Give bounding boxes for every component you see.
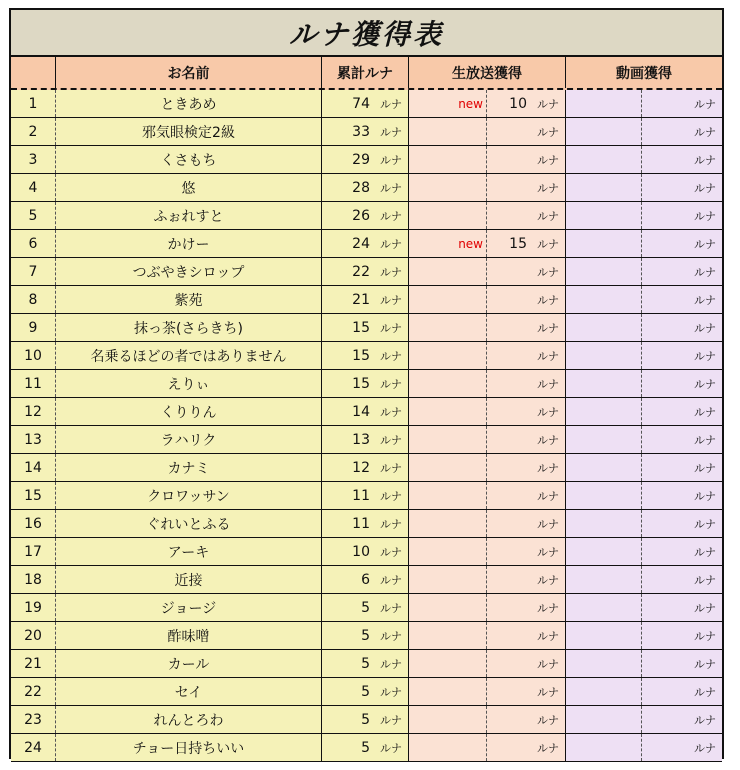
row-name: 邪気眼検定2級 [56, 118, 322, 145]
row-number: 9 [11, 314, 56, 341]
table-row [11, 566, 722, 594]
row-video-unit: ルナ [694, 97, 716, 111]
row-total-value: 5 [361, 599, 370, 616]
row-total-value: 5 [361, 683, 370, 700]
row-video-blank [566, 230, 642, 257]
row-number: 4 [11, 174, 56, 201]
row-total-value: 22 [352, 263, 370, 280]
row-video-blank [566, 706, 642, 733]
row-total [322, 678, 409, 705]
row-video-unit: ルナ [694, 629, 716, 643]
row-video-unit: ルナ [694, 601, 716, 615]
table-row [11, 342, 722, 370]
row-live-unit: ルナ [537, 461, 559, 475]
row-total-value: 6 [361, 571, 370, 588]
row-name: 酢味噌 [56, 622, 322, 649]
row-video-blank [566, 258, 642, 285]
row-total-unit: ルナ [380, 125, 402, 139]
row-total-value: 15 [352, 319, 370, 336]
row-video [642, 174, 722, 201]
table-row [11, 230, 722, 258]
row-live [487, 146, 566, 173]
row-video-blank [566, 482, 642, 509]
table-row [11, 454, 722, 482]
row-total-unit: ルナ [380, 377, 402, 391]
row-video-unit: ルナ [694, 181, 716, 195]
row-total-value: 33 [352, 123, 370, 140]
row-live [487, 90, 566, 117]
row-live-new-tag [409, 174, 487, 201]
row-video-unit: ルナ [694, 741, 716, 755]
row-video-unit: ルナ [694, 657, 716, 671]
row-live-unit: ルナ [537, 405, 559, 419]
row-total-value: 24 [352, 235, 370, 252]
header-video: 動画獲得 [616, 65, 672, 82]
table-row [11, 90, 722, 118]
row-live-new-tag [409, 482, 487, 509]
table-row [11, 398, 722, 426]
row-total-value: 21 [352, 291, 370, 308]
row-total-unit: ルナ [380, 545, 402, 559]
row-live-unit: ルナ [537, 713, 559, 727]
row-video-blank [566, 538, 642, 565]
row-name: 悠 [56, 174, 322, 201]
row-total-unit: ルナ [380, 629, 402, 643]
row-live-value: 15 [509, 235, 527, 252]
row-video [642, 594, 722, 621]
row-live-unit: ルナ [537, 433, 559, 447]
row-total-value: 29 [352, 151, 370, 168]
row-live-unit: ルナ [537, 545, 559, 559]
row-live [487, 286, 566, 313]
row-video-blank [566, 622, 642, 649]
row-video [642, 146, 722, 173]
row-live-new-tag [409, 594, 487, 621]
row-total-value: 13 [352, 431, 370, 448]
row-live-new-tag [409, 734, 487, 761]
row-video [642, 566, 722, 593]
row-total [322, 426, 409, 453]
row-live-unit: ルナ [537, 377, 559, 391]
row-video-blank [566, 146, 642, 173]
table-row [11, 286, 722, 314]
row-total-unit: ルナ [380, 601, 402, 615]
row-video-unit: ルナ [694, 545, 716, 559]
row-total-unit: ルナ [380, 97, 402, 111]
row-name: カナミ [56, 454, 322, 481]
row-live-unit: ルナ [537, 265, 559, 279]
row-total-value: 26 [352, 207, 370, 224]
row-live [487, 734, 566, 761]
row-name: セイ [56, 678, 322, 705]
row-total-value: 15 [352, 347, 370, 364]
row-total-unit: ルナ [380, 181, 402, 195]
row-live-unit: ルナ [537, 349, 559, 363]
row-live [487, 174, 566, 201]
row-video-blank [566, 594, 642, 621]
row-live-unit: ルナ [537, 741, 559, 755]
row-number: 2 [11, 118, 56, 145]
row-video-unit: ルナ [694, 237, 716, 251]
row-total-value: 5 [361, 627, 370, 644]
row-live-new-tag [409, 398, 487, 425]
row-total-unit: ルナ [380, 153, 402, 167]
row-number: 3 [11, 146, 56, 173]
row-number: 8 [11, 286, 56, 313]
row-name: アーキ [56, 538, 322, 565]
row-video [642, 734, 722, 761]
row-live-new-tag: new [409, 230, 487, 257]
row-video-blank [566, 510, 642, 537]
row-video-blank [566, 174, 642, 201]
row-total-unit: ルナ [380, 321, 402, 335]
row-total-unit: ルナ [380, 685, 402, 699]
row-live [487, 230, 566, 257]
row-live-new-tag [409, 566, 487, 593]
row-live-unit: ルナ [537, 489, 559, 503]
row-video-unit: ルナ [694, 517, 716, 531]
row-video [642, 370, 722, 397]
row-video-unit: ルナ [694, 573, 716, 587]
table-row [11, 482, 722, 510]
row-live [487, 566, 566, 593]
row-total [322, 622, 409, 649]
row-video [642, 678, 722, 705]
table-row [11, 202, 722, 230]
table-row [11, 174, 722, 202]
row-total [322, 174, 409, 201]
row-name: ラハリク [56, 426, 322, 453]
row-video [642, 538, 722, 565]
row-live-new-tag [409, 314, 487, 341]
row-video [642, 342, 722, 369]
row-total-value: 14 [352, 403, 370, 420]
row-total [322, 342, 409, 369]
row-total-unit: ルナ [380, 741, 402, 755]
row-live-new-tag [409, 118, 487, 145]
row-video-unit: ルナ [694, 125, 716, 139]
header-live: 生放送獲得 [409, 57, 566, 88]
row-total [322, 90, 409, 117]
row-name: つぶやきシロップ [56, 258, 322, 285]
row-video-blank [566, 342, 642, 369]
row-number: 24 [11, 734, 56, 761]
row-total-unit: ルナ [380, 461, 402, 475]
row-number: 17 [11, 538, 56, 565]
header-total: 累計ルナ [322, 57, 409, 88]
row-name: 近接 [56, 566, 322, 593]
row-total-value: 11 [352, 487, 370, 504]
row-total [322, 566, 409, 593]
row-video-unit: ルナ [694, 489, 716, 503]
table-body [11, 90, 722, 762]
row-name: かけー [56, 230, 322, 257]
row-number: 16 [11, 510, 56, 537]
row-live [487, 426, 566, 453]
row-total [322, 650, 409, 677]
row-live-new-tag [409, 258, 487, 285]
row-total [322, 370, 409, 397]
row-live [487, 594, 566, 621]
row-number: 10 [11, 342, 56, 369]
row-number: 7 [11, 258, 56, 285]
row-total-unit: ルナ [380, 293, 402, 307]
row-video-unit: ルナ [694, 153, 716, 167]
row-number: 5 [11, 202, 56, 229]
row-live [487, 510, 566, 537]
row-name: チョー日持ちいい [56, 734, 322, 761]
row-video-unit: ルナ [694, 377, 716, 391]
row-video [642, 482, 722, 509]
row-total-value: 12 [352, 459, 370, 476]
row-name: 紫苑 [56, 286, 322, 313]
row-live-unit: ルナ [537, 573, 559, 587]
row-total-value: 74 [352, 95, 370, 112]
row-video [642, 90, 722, 117]
row-name: 名乗るほどの者ではありません [56, 342, 322, 369]
row-number: 1 [11, 90, 56, 117]
row-video-unit: ルナ [694, 685, 716, 699]
row-live [487, 706, 566, 733]
row-name: ときあめ [56, 90, 322, 117]
row-video-unit: ルナ [694, 265, 716, 279]
row-video [642, 286, 722, 313]
row-total [322, 454, 409, 481]
row-total-unit: ルナ [380, 209, 402, 223]
row-live [487, 650, 566, 677]
header-row [11, 57, 722, 90]
row-video [642, 650, 722, 677]
table-row [11, 706, 722, 734]
row-video-blank [566, 118, 642, 145]
row-number: 21 [11, 650, 56, 677]
row-video-unit: ルナ [694, 209, 716, 223]
row-total-unit: ルナ [380, 489, 402, 503]
row-video [642, 426, 722, 453]
row-live-unit: ルナ [537, 293, 559, 307]
header-number [11, 57, 56, 88]
table-row [11, 622, 722, 650]
row-live-unit: ルナ [537, 125, 559, 139]
row-total-unit: ルナ [380, 713, 402, 727]
row-live-new-tag [409, 202, 487, 229]
row-live-new-tag [409, 370, 487, 397]
row-live [487, 258, 566, 285]
row-video-blank [566, 202, 642, 229]
row-total-value: 15 [352, 375, 370, 392]
row-video-blank [566, 426, 642, 453]
row-video-unit: ルナ [694, 713, 716, 727]
row-live-unit: ルナ [537, 97, 559, 111]
row-video-unit: ルナ [694, 321, 716, 335]
row-live-unit: ルナ [537, 153, 559, 167]
row-live-unit: ルナ [537, 629, 559, 643]
row-live [487, 342, 566, 369]
row-number: 20 [11, 622, 56, 649]
row-live-new-tag [409, 622, 487, 649]
table-row [11, 258, 722, 286]
row-video-unit: ルナ [694, 405, 716, 419]
row-video [642, 118, 722, 145]
row-live-new-tag [409, 426, 487, 453]
row-number: 23 [11, 706, 56, 733]
row-total-value: 5 [361, 711, 370, 728]
row-video [642, 622, 722, 649]
row-name: ジョージ [56, 594, 322, 621]
table-row [11, 594, 722, 622]
row-live-unit: ルナ [537, 321, 559, 335]
row-video-blank [566, 650, 642, 677]
row-total [322, 202, 409, 229]
row-video-blank [566, 398, 642, 425]
row-live-new-tag [409, 342, 487, 369]
row-video [642, 510, 722, 537]
row-video-blank [566, 678, 642, 705]
row-total-value: 28 [352, 179, 370, 196]
row-name: クロワッサン [56, 482, 322, 509]
row-total [322, 538, 409, 565]
table-row [11, 118, 722, 146]
table-row [11, 678, 722, 706]
row-video [642, 202, 722, 229]
row-total [322, 146, 409, 173]
row-video-unit: ルナ [694, 349, 716, 363]
row-video-blank [566, 734, 642, 761]
table-row [11, 538, 722, 566]
row-name: ふぉれすと [56, 202, 322, 229]
table-row [11, 426, 722, 454]
row-live-unit: ルナ [537, 517, 559, 531]
row-total [322, 510, 409, 537]
row-live-unit: ルナ [537, 181, 559, 195]
row-live-unit: ルナ [537, 237, 559, 251]
table-row [11, 734, 722, 762]
row-number: 13 [11, 426, 56, 453]
row-live-unit: ルナ [537, 209, 559, 223]
row-live-unit: ルナ [537, 657, 559, 671]
row-live-new-tag [409, 146, 487, 173]
row-video-blank [566, 90, 642, 117]
row-name: くさもち [56, 146, 322, 173]
row-total-value: 5 [361, 655, 370, 672]
row-total-unit: ルナ [380, 405, 402, 419]
header-name: お名前 [56, 57, 322, 88]
table-row [11, 510, 722, 538]
row-number: 6 [11, 230, 56, 257]
row-video-blank [566, 286, 642, 313]
row-total [322, 482, 409, 509]
row-live-unit: ルナ [537, 601, 559, 615]
row-live-new-tag [409, 650, 487, 677]
row-video-blank [566, 314, 642, 341]
table-title: ルナ獲得表 [11, 10, 722, 57]
row-video-unit: ルナ [694, 433, 716, 447]
row-live-value: 10 [509, 95, 527, 112]
row-live [487, 538, 566, 565]
row-total [322, 594, 409, 621]
row-live-new-tag [409, 286, 487, 313]
row-name: えりぃ [56, 370, 322, 397]
row-video-unit: ルナ [694, 293, 716, 307]
row-total [322, 286, 409, 313]
row-live-new-tag [409, 538, 487, 565]
row-live-unit: ルナ [537, 685, 559, 699]
row-total [322, 706, 409, 733]
row-number: 22 [11, 678, 56, 705]
row-total [322, 258, 409, 285]
row-name: カール [56, 650, 322, 677]
row-total-unit: ルナ [380, 349, 402, 363]
luna-table [9, 8, 724, 759]
row-total [322, 230, 409, 257]
row-total-value: 10 [352, 543, 370, 560]
row-number: 19 [11, 594, 56, 621]
row-video [642, 230, 722, 257]
row-number: 18 [11, 566, 56, 593]
row-name: 抹っ茶(さらきち) [56, 314, 322, 341]
row-live [487, 622, 566, 649]
table-row [11, 146, 722, 174]
row-total [322, 314, 409, 341]
row-total [322, 398, 409, 425]
row-live [487, 370, 566, 397]
row-video-unit: ルナ [694, 461, 716, 475]
row-video [642, 398, 722, 425]
row-video-blank [566, 566, 642, 593]
row-number: 11 [11, 370, 56, 397]
row-number: 12 [11, 398, 56, 425]
row-live-new-tag [409, 706, 487, 733]
row-total-unit: ルナ [380, 265, 402, 279]
table-row [11, 314, 722, 342]
row-live-new-tag [409, 454, 487, 481]
row-name: くりりん [56, 398, 322, 425]
row-live [487, 482, 566, 509]
row-live [487, 202, 566, 229]
table-row [11, 370, 722, 398]
row-video [642, 258, 722, 285]
row-live [487, 678, 566, 705]
row-total [322, 734, 409, 761]
row-total-unit: ルナ [380, 573, 402, 587]
row-live-new-tag [409, 510, 487, 537]
row-live [487, 118, 566, 145]
row-number: 15 [11, 482, 56, 509]
row-number: 14 [11, 454, 56, 481]
row-total-unit: ルナ [380, 433, 402, 447]
row-live-new-tag [409, 678, 487, 705]
row-total [322, 118, 409, 145]
row-total-unit: ルナ [380, 657, 402, 671]
row-name: ぐれいとふる [56, 510, 322, 537]
row-video-blank [566, 454, 642, 481]
row-live-new-tag: new [409, 90, 487, 117]
row-total-value: 5 [361, 739, 370, 756]
row-live [487, 314, 566, 341]
row-video-blank [566, 370, 642, 397]
row-total-unit: ルナ [380, 517, 402, 531]
row-live [487, 398, 566, 425]
row-video [642, 314, 722, 341]
table-row [11, 650, 722, 678]
row-name: れんとろわ [56, 706, 322, 733]
row-live [487, 454, 566, 481]
row-total-unit: ルナ [380, 237, 402, 251]
row-video [642, 454, 722, 481]
row-video [642, 706, 722, 733]
row-total-value: 11 [352, 515, 370, 532]
